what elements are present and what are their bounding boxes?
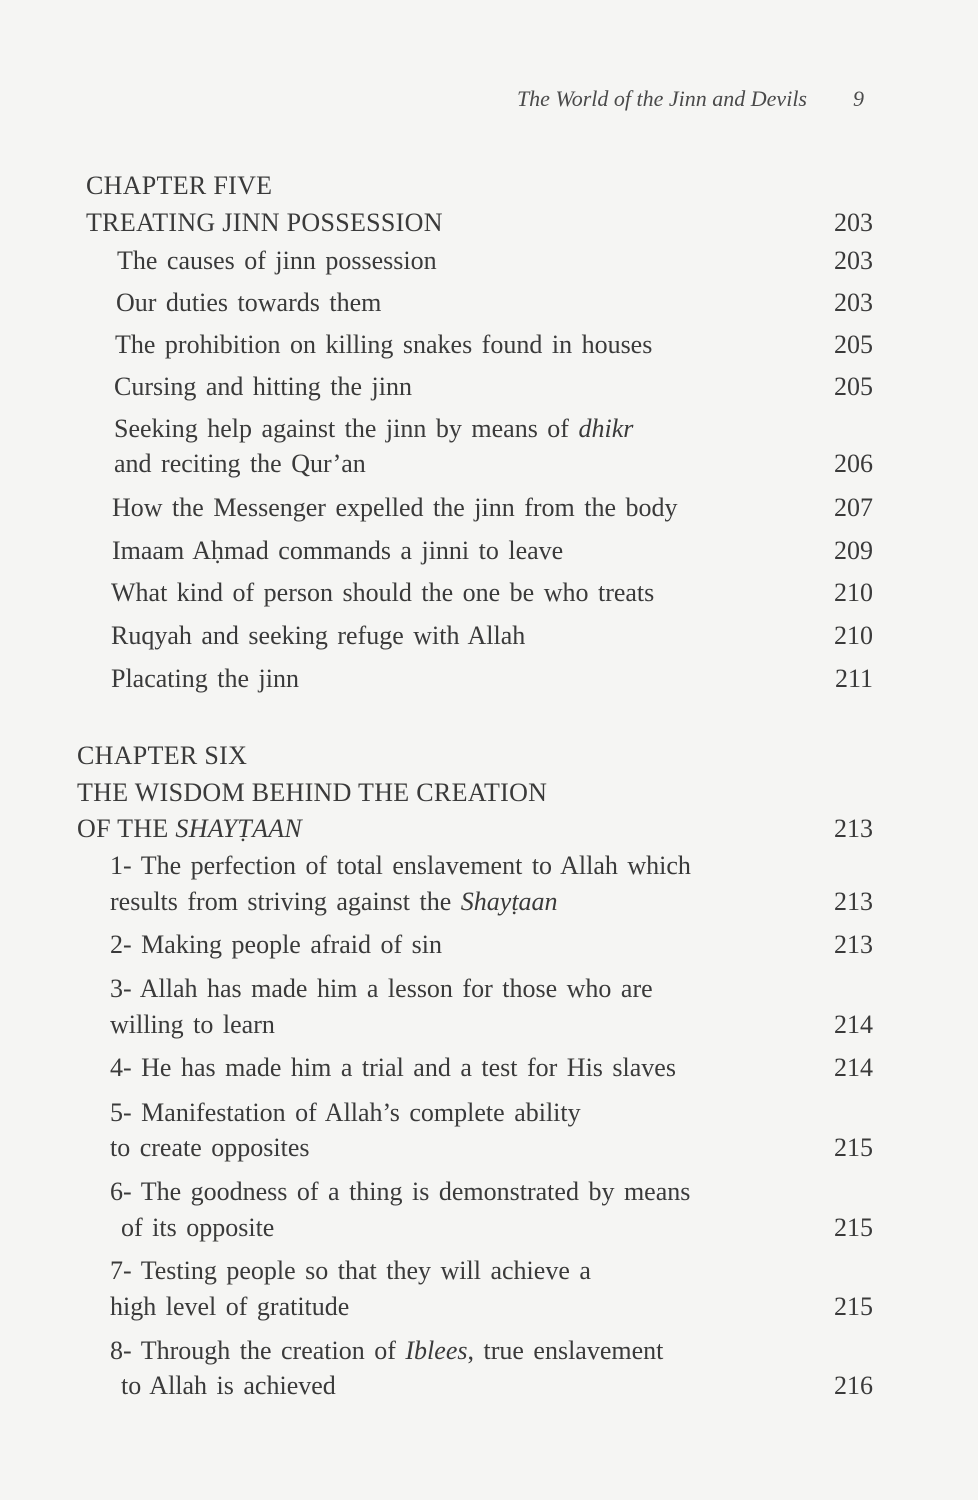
toc-page-number: 214 bbox=[834, 1010, 873, 1039]
toc-entry: 6- The goodness of a thing is demonstrated by means bbox=[110, 1177, 691, 1206]
toc-entry: Placating the jinn 211 bbox=[0, 661, 978, 697]
toc-page-number: 213 bbox=[834, 930, 873, 959]
toc-entry-continued: results from striving against the Shayṭaan 213 bbox=[0, 884, 978, 920]
toc-page-number: 203 bbox=[834, 208, 873, 237]
toc-entry: 4- He has made him a trial and a test for His slaves 214 bbox=[0, 1050, 978, 1086]
toc-page-number: 210 bbox=[834, 621, 873, 650]
toc-page-number: 215 bbox=[834, 1292, 873, 1321]
toc-entry: Imaam Aḥmad commands a jinni to leave 209 bbox=[0, 533, 978, 569]
toc-entry: 1- The perfection of total enslavement to Allah which bbox=[110, 851, 691, 880]
toc-page-number: 214 bbox=[834, 1053, 873, 1082]
toc-page-number: 209 bbox=[834, 536, 873, 565]
toc-entry: 7- Testing people so that they will achieve a bbox=[110, 1256, 591, 1285]
toc-entry-continued: of its opposite 215 bbox=[0, 1210, 978, 1246]
running-head bbox=[517, 86, 864, 112]
toc-page-number: 216 bbox=[834, 1371, 873, 1400]
chapter-six-title: THE WISDOM BEHIND THE CREATION bbox=[77, 778, 548, 807]
toc-entry: How the Messenger expelled the jinn from the body 207 bbox=[0, 490, 978, 526]
toc-entry-continued: to Allah is achieved 216 bbox=[0, 1368, 978, 1404]
toc-entry: 8- Through the creation of Iblees, true enslavement bbox=[110, 1336, 664, 1365]
toc-entry: What kind of person should the one be who treats 210 bbox=[0, 575, 978, 611]
toc-page-number: 215 bbox=[834, 1133, 873, 1162]
toc-entry-continued: to create opposites 215 bbox=[0, 1130, 978, 1166]
toc-page-number: 207 bbox=[834, 493, 873, 522]
toc-page-number: 211 bbox=[834, 664, 873, 693]
toc-page-number: 203 bbox=[834, 246, 873, 275]
toc-entry-continued: high level of gratitude 215 bbox=[0, 1289, 978, 1325]
toc-page-number: 213 bbox=[834, 887, 873, 916]
running-head-title: The World of the Jinn and Devils bbox=[516, 86, 807, 111]
toc-page-number: 210 bbox=[834, 578, 873, 607]
toc-page-number: 213 bbox=[834, 814, 873, 843]
toc-entry: 5- Manifestation of Allah’s complete ability bbox=[110, 1098, 581, 1127]
toc-page-number: 203 bbox=[834, 288, 873, 317]
toc-entry: 3- Allah has made him a lesson for those who are bbox=[110, 974, 653, 1003]
toc-entry: Our duties towards them 203 bbox=[0, 285, 978, 321]
toc-entry: Ruqyah and seeking refuge with Allah 210 bbox=[0, 618, 978, 654]
chapter-five-label: CHAPTER FIVE bbox=[86, 171, 273, 200]
toc-entry: Seeking help against the jinn by means of dhikr bbox=[114, 414, 634, 443]
chapter-five-title: TREATING JINN POSSESSION 203 bbox=[0, 205, 978, 241]
toc-entry: Cursing and hitting the jinn 205 bbox=[0, 369, 978, 405]
toc-entry-continued: and reciting the Qur’an 206 bbox=[0, 446, 978, 482]
toc-page-number: 205 bbox=[834, 330, 873, 359]
chapter-six-title-continued: OF THE SHAYṬAAN 213 bbox=[0, 811, 978, 847]
toc-entry: The causes of jinn possession 203 bbox=[0, 243, 978, 279]
toc-page-number: 206 bbox=[834, 449, 873, 478]
toc-entry: 2- Making people afraid of sin 213 bbox=[0, 927, 978, 963]
chapter-six-label: CHAPTER SIX bbox=[77, 741, 248, 770]
toc-page-number: 215 bbox=[834, 1213, 873, 1242]
toc-page-number: 205 bbox=[834, 372, 873, 401]
page-number: 9 bbox=[853, 86, 864, 111]
toc-entry-continued: willing to learn 214 bbox=[0, 1007, 978, 1043]
toc-entry: The prohibition on killing snakes found in houses 205 bbox=[0, 327, 978, 363]
